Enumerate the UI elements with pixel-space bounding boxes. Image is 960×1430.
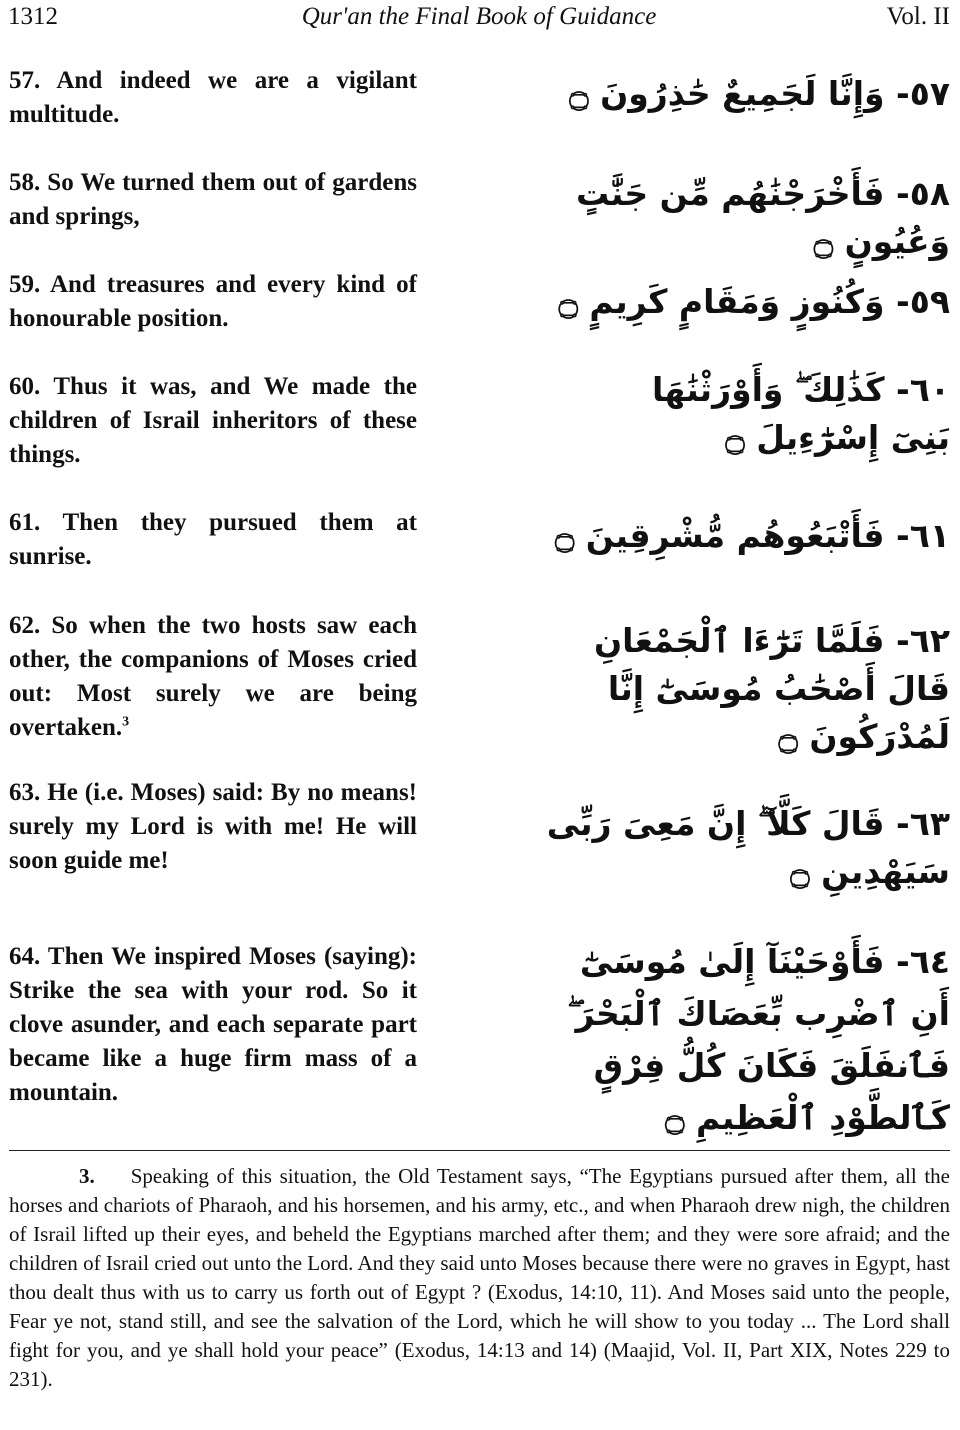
verse-translation: 64. Then We inspired Moses (saying): Strike the sea with your rod. So it clove asunder, and each separate part became like a huge firm mass of a mountain. bbox=[9, 943, 417, 1106]
verse-translation: 59. And treasures and every kind of honourable position. bbox=[9, 271, 417, 332]
verse-arabic: ٦٤- فَأَوْحَيْنَآ إِلَىٰ مُوسَىٰٓ أَنِ ٱضْرِب بِّعَصَاكَ ٱلْبَحْرَ ۖ فَٱنفَلَقَ فَكَانَ كُلُّ فِرْقٍ كَٱلطَّوْدِ ٱلْعَظِيمِ ۝ bbox=[567, 942, 950, 1137]
verse-arabic: ٥٧- وَإِنَّا لَجَمِيعٌ حَٰذِرُونَ ۝ bbox=[569, 74, 950, 113]
book-title: Qur'an the Final Book of Guidance bbox=[301, 3, 657, 30]
verse-text: 62. So when the two hosts saw each other, the companions of Moses cried out: Most surely we are being overtaken. bbox=[9, 612, 417, 741]
verse-arabic: ٥٨- فَأَخْرَجْنَٰهُم مِّن جَنَّٰتٍ وَعُيُونٍ ۝ bbox=[575, 174, 950, 261]
verse-translation: 58. So We turned them out of gardens and springs, bbox=[9, 169, 417, 230]
verse-translation: 60. Thus it was, and We made the children of Israil inheritors of these things. bbox=[9, 373, 417, 468]
page-header bbox=[8, 0, 950, 40]
footnote-ref: 3 bbox=[122, 714, 130, 730]
verse-arabic: ٦١- فَأَتْبَعُوهُم مُّشْرِقِينَ ۝ bbox=[554, 516, 950, 555]
verse-arabic: ٥٩- وَكُنُوزٍ وَمَقَامٍ كَرِيمٍ ۝ bbox=[558, 282, 950, 321]
footnote-text: Speaking of this situation, the Old Testament says, “The Egyptians pursued after them, all the horses and chariots of Pharaoh, and his horsemen, and his army, etc., and when Pharaoh drew nigh, the children of Israil lifted up their eyes, and beheld the Egyptians marched after them; and they were sore afraid; and the children of Israil cried out unto the Lord. And they said unto Moses because there were no graves in Egypt, hast thou dealt thus with us to carry us forth out of Egypt ? (Exodus, 14:10, 11). And Moses said unto the people, Fear ye not, stand still, and see the salvation of the Lord, which he will show to you today ... The Lord shall fight for you, and ye shall hold your peace” (Exodus, 14:13 and 14) (Maajid, Vol. II, Part XIX, Notes 229 to 231). bbox=[9, 1164, 950, 1391]
verse-translation bbox=[9, 609, 417, 745]
verse-arabic: ٦٠- كَذَٰلِكَ ۖ وَأَوْرَثْنَٰهَا بَنِىٓ إِسْرَٰٓءِيلَ ۝ bbox=[652, 370, 950, 457]
verse-translation: 61. Then they pursued them at sunrise. bbox=[9, 509, 417, 570]
page-number: 1312 bbox=[8, 3, 58, 30]
footnote bbox=[9, 1162, 950, 1394]
verse-translation: 57. And indeed we are a vigilant multitude. bbox=[9, 67, 417, 128]
footnote-number: 3. bbox=[79, 1164, 95, 1188]
verse-arabic: ٦٣- قَالَ كَلَّآ ۖ إِنَّ مَعِىَ رَبِّى سَيَهْدِينِ ۝ bbox=[546, 804, 950, 891]
footnote-divider bbox=[9, 1150, 950, 1151]
volume-label: Vol. II bbox=[886, 3, 950, 30]
verse-translation: 63. He (i.e. Moses) said: By no means! surely my Lord is with me! He will soon guide me! bbox=[9, 779, 417, 874]
verse-arabic: ٦٢- فَلَمَّا تَرَٰٓءَا ٱلْجَمْعَانِ قَالَ أَصْحَٰبُ مُوسَىٰٓ إِنَّا لَمُدْرَكُونَ ۝ bbox=[594, 621, 950, 756]
